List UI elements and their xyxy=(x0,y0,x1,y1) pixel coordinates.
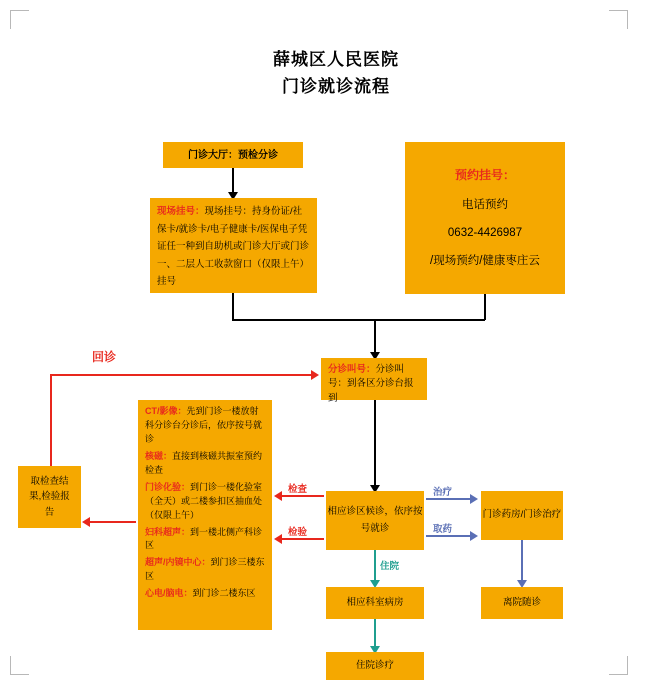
node-ward-text: 相应科室病房 xyxy=(346,596,404,608)
node-triage-text: 分诊叫号：到各区分诊台报到 xyxy=(328,364,414,404)
node-results-text: 取检查结果,检验报告 xyxy=(29,476,70,518)
edge-label-return-visit: 回诊 xyxy=(92,350,117,364)
node-register-label: 现场挂号： xyxy=(157,206,205,217)
node-appointment-line-2: /现场预约/健康枣庄云 xyxy=(430,255,540,268)
exam-item-3: 妇科超声：到一楼北侧产科诊区 xyxy=(145,526,263,551)
node-register xyxy=(150,198,317,293)
edge-admit-line xyxy=(374,550,376,583)
node-consult xyxy=(326,491,424,550)
edge-exam-line xyxy=(282,495,324,497)
edge-treat-line xyxy=(426,498,471,500)
node-exams xyxy=(138,400,272,630)
edge-label-exam: 检查 xyxy=(288,484,308,495)
connector-lobby-register xyxy=(232,168,234,194)
connector-appointment-down xyxy=(484,294,486,320)
node-register-text: 现场挂号：持身份证/社保卡/就诊卡/电子健康卡/医保电子凭证任一种到自助机或门诊大厅或门诊一、二层人工收款窗口（仅限上午）挂号 xyxy=(157,206,310,288)
edge-test-line xyxy=(282,538,324,540)
arrowhead-exams-results xyxy=(82,517,90,527)
node-triage xyxy=(321,358,427,404)
page-title-line1: 薛城区人民医院 xyxy=(273,50,399,69)
arrowhead-test xyxy=(274,534,282,544)
exam-item-2: 门诊化验：到门诊一楼化验室（全天）或二楼参扣区抽血处（仅限上午） xyxy=(145,481,263,520)
exam-item-0: CT/影像：先到门诊一楼放射科分诊台分诊后，依序按号就诊 xyxy=(145,406,263,444)
edge-label-test: 检验 xyxy=(288,527,308,538)
node-inpatient xyxy=(326,652,424,680)
node-results xyxy=(18,466,81,528)
node-outpatient-follow-text: 离院随诊 xyxy=(502,596,541,608)
edge-exams-results-line xyxy=(90,521,136,523)
exam-item-1: 核磁：直接到核磁共振室预约检查 xyxy=(145,450,263,475)
corner-mark-bottom-left xyxy=(10,656,29,675)
connector-triage-consult xyxy=(374,400,376,488)
edge-ward-inpatient-line xyxy=(374,619,376,649)
node-inpatient-text: 住院诊疗 xyxy=(355,659,394,671)
arrowhead-return-visit xyxy=(311,370,319,380)
node-ward xyxy=(326,587,424,619)
node-lobby: 门诊大厅：预检分诊 xyxy=(163,142,303,168)
arrowhead-exam xyxy=(274,491,282,501)
edge-pharmacy-followup-line xyxy=(521,540,523,583)
arrowhead-medicine xyxy=(470,531,478,541)
edge-medicine-line xyxy=(426,535,471,537)
connector-merge-to-triage xyxy=(374,319,376,355)
node-pharmacy xyxy=(481,491,563,540)
node-appointment-line-1: 0632-4426987 xyxy=(447,226,523,239)
edge-return-visit-horizontal xyxy=(50,374,312,376)
edge-label-medicine: 取药 xyxy=(433,524,453,535)
node-appointment-line-0: 电话预约 xyxy=(462,198,508,211)
node-pharmacy-text: 门诊药房/门诊治疗 xyxy=(482,509,562,521)
edge-label-treat: 治疗 xyxy=(433,487,453,498)
node-triage-label: 分诊叫号： xyxy=(328,364,376,375)
node-outpatient-follow xyxy=(481,587,563,619)
edge-label-admit: 住院 xyxy=(380,561,400,572)
exam-item-4: 超声/内镜中心：到门诊三楼东区 xyxy=(145,557,265,582)
node-consult-text: 相应诊区候诊，依序按号就诊 xyxy=(327,506,423,534)
connector-register-down xyxy=(232,293,234,320)
node-appointment xyxy=(405,142,565,294)
page-title-line2: 门诊就诊流程 xyxy=(282,77,390,96)
node-appointment-title: 预约挂号： xyxy=(454,167,515,182)
corner-mark-top-right xyxy=(609,10,628,29)
exam-item-5: 心电/脑电：到门诊二楼东区 xyxy=(145,588,256,599)
arrowhead-treat xyxy=(470,494,478,504)
corner-mark-bottom-right xyxy=(609,656,628,675)
corner-mark-top-left xyxy=(10,10,29,29)
connector-merge-bar xyxy=(232,319,485,321)
